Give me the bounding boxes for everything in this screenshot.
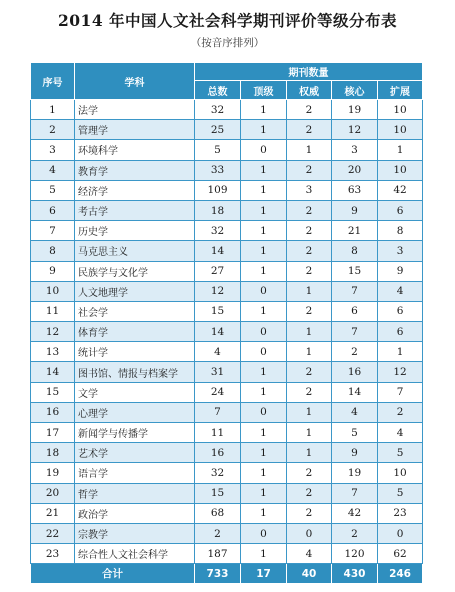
totals-core: 430 (332, 564, 378, 584)
totals-total: 733 (195, 564, 241, 584)
row-total: 7 (195, 402, 241, 422)
row-extended: 3 (378, 241, 423, 261)
totals-authority: 40 (287, 564, 332, 584)
row-subject: 人文地理学 (75, 281, 195, 301)
row-extended: 0 (378, 523, 423, 543)
row-total: 32 (195, 463, 241, 483)
header-subject: 学科 (75, 63, 195, 100)
totals-row (31, 564, 423, 584)
row-number: 19 (31, 463, 75, 483)
table-row (31, 301, 423, 321)
row-number: 4 (31, 160, 75, 180)
row-subject: 马克思主义 (75, 241, 195, 261)
row-subject: 哲学 (75, 483, 195, 503)
table-row (31, 241, 423, 261)
row-core: 12 (332, 120, 378, 140)
row-core: 7 (332, 281, 378, 301)
header-total: 总数 (195, 81, 241, 100)
row-number: 20 (31, 483, 75, 503)
row-authority: 1 (287, 402, 332, 422)
row-authority: 2 (287, 241, 332, 261)
row-extended: 4 (378, 281, 423, 301)
page-subtitle: （按音序排列） (190, 37, 265, 49)
row-authority: 3 (287, 180, 332, 200)
row-total: 12 (195, 281, 241, 301)
row-extended: 23 (378, 503, 423, 523)
table-row (31, 221, 423, 241)
row-core: 16 (332, 362, 378, 382)
row-core: 5 (332, 423, 378, 443)
row-number: 2 (31, 120, 75, 140)
row-core: 19 (332, 463, 378, 483)
row-subject: 法学 (75, 100, 195, 120)
row-extended: 10 (378, 463, 423, 483)
row-number: 12 (31, 322, 75, 342)
row-extended: 4 (378, 423, 423, 443)
row-total: 15 (195, 483, 241, 503)
row-top: 1 (241, 544, 287, 564)
row-authority: 4 (287, 544, 332, 564)
table-body (31, 100, 423, 564)
row-number: 10 (31, 281, 75, 301)
table-row (31, 402, 423, 422)
row-top: 1 (241, 301, 287, 321)
row-extended: 1 (378, 140, 423, 160)
row-top: 1 (241, 180, 287, 200)
totals-top: 17 (241, 564, 287, 584)
row-total: 33 (195, 160, 241, 180)
row-top: 0 (241, 402, 287, 422)
row-total: 2 (195, 523, 241, 543)
row-core: 15 (332, 261, 378, 281)
page-title: 2014 年中国人文社会科学期刊评价等级分布表 (57, 11, 398, 30)
row-top: 0 (241, 281, 287, 301)
row-number: 13 (31, 342, 75, 362)
row-subject: 教育学 (75, 160, 195, 180)
row-total: 16 (195, 443, 241, 463)
table-row (31, 544, 423, 564)
row-authority: 2 (287, 483, 332, 503)
table-row (31, 342, 423, 362)
row-extended: 6 (378, 200, 423, 220)
row-top: 1 (241, 160, 287, 180)
row-top: 1 (241, 200, 287, 220)
row-extended: 6 (378, 301, 423, 321)
row-total: 11 (195, 423, 241, 443)
row-core: 9 (332, 443, 378, 463)
row-subject: 语言学 (75, 463, 195, 483)
row-extended: 2 (378, 402, 423, 422)
table-row (31, 463, 423, 483)
row-extended: 5 (378, 483, 423, 503)
row-number: 21 (31, 503, 75, 523)
row-number: 6 (31, 200, 75, 220)
row-top: 0 (241, 140, 287, 160)
table-row (31, 200, 423, 220)
row-number: 7 (31, 221, 75, 241)
row-subject: 政治学 (75, 503, 195, 523)
row-subject: 经济学 (75, 180, 195, 200)
row-core: 7 (332, 322, 378, 342)
row-extended: 12 (378, 362, 423, 382)
row-authority: 1 (287, 443, 332, 463)
header-no: 序号 (31, 63, 75, 100)
row-total: 187 (195, 544, 241, 564)
totals-label: 合计 (31, 564, 195, 584)
row-total: 32 (195, 221, 241, 241)
header-authority: 权威 (287, 81, 332, 100)
row-number: 9 (31, 261, 75, 281)
row-subject: 心理学 (75, 402, 195, 422)
row-total: 32 (195, 100, 241, 120)
row-total: 5 (195, 140, 241, 160)
row-authority: 0 (287, 523, 332, 543)
row-number: 23 (31, 544, 75, 564)
table-row (31, 503, 423, 523)
row-subject: 体育学 (75, 322, 195, 342)
table-row (31, 120, 423, 140)
row-core: 7 (332, 483, 378, 503)
row-top: 1 (241, 241, 287, 261)
row-core: 8 (332, 241, 378, 261)
row-total: 24 (195, 382, 241, 402)
row-top: 1 (241, 100, 287, 120)
table-row (31, 362, 423, 382)
row-subject: 民族学与文化学 (75, 261, 195, 281)
row-extended: 10 (378, 120, 423, 140)
row-extended: 42 (378, 180, 423, 200)
row-core: 9 (332, 200, 378, 220)
row-number: 16 (31, 402, 75, 422)
row-top: 1 (241, 463, 287, 483)
header-top: 顶级 (241, 81, 287, 100)
table-row (31, 423, 423, 443)
row-subject: 新闻学与传播学 (75, 423, 195, 443)
row-authority: 2 (287, 100, 332, 120)
table-row (31, 483, 423, 503)
row-authority: 2 (287, 160, 332, 180)
row-authority: 1 (287, 322, 332, 342)
row-subject: 环境科学 (75, 140, 195, 160)
row-total: 14 (195, 322, 241, 342)
table-row (31, 523, 423, 543)
row-top: 0 (241, 322, 287, 342)
row-core: 21 (332, 221, 378, 241)
row-number: 1 (31, 100, 75, 120)
row-top: 0 (241, 523, 287, 543)
row-number: 14 (31, 362, 75, 382)
row-authority: 2 (287, 503, 332, 523)
table-row (31, 140, 423, 160)
row-core: 19 (332, 100, 378, 120)
row-authority: 1 (287, 423, 332, 443)
row-extended: 10 (378, 160, 423, 180)
row-authority: 2 (287, 463, 332, 483)
row-total: 14 (195, 241, 241, 261)
row-core: 2 (332, 342, 378, 362)
row-number: 18 (31, 443, 75, 463)
row-authority: 1 (287, 342, 332, 362)
row-top: 1 (241, 221, 287, 241)
row-number: 3 (31, 140, 75, 160)
row-subject: 综合性人文社会科学 (75, 544, 195, 564)
row-subject: 统计学 (75, 342, 195, 362)
table-row (31, 382, 423, 402)
table-row (31, 160, 423, 180)
row-core: 6 (332, 301, 378, 321)
row-total: 68 (195, 503, 241, 523)
row-core: 63 (332, 180, 378, 200)
row-top: 1 (241, 423, 287, 443)
row-authority: 1 (287, 281, 332, 301)
row-subject: 文学 (75, 382, 195, 402)
header-extended: 扩展 (378, 81, 423, 100)
row-authority: 2 (287, 362, 332, 382)
row-total: 109 (195, 180, 241, 200)
row-top: 1 (241, 362, 287, 382)
row-total: 27 (195, 261, 241, 281)
table-row (31, 443, 423, 463)
row-extended: 10 (378, 100, 423, 120)
row-top: 1 (241, 483, 287, 503)
row-total: 31 (195, 362, 241, 382)
row-subject: 艺术学 (75, 443, 195, 463)
row-subject: 历史学 (75, 221, 195, 241)
row-core: 3 (332, 140, 378, 160)
row-authority: 2 (287, 221, 332, 241)
table-row (31, 100, 423, 120)
row-extended: 8 (378, 221, 423, 241)
row-total: 25 (195, 120, 241, 140)
row-number: 15 (31, 382, 75, 402)
row-top: 1 (241, 120, 287, 140)
row-total: 15 (195, 301, 241, 321)
row-authority: 2 (287, 382, 332, 402)
table-row (31, 281, 423, 301)
row-subject: 宗教学 (75, 523, 195, 543)
journal-distribution-table (30, 62, 423, 584)
row-top: 1 (241, 503, 287, 523)
row-core: 20 (332, 160, 378, 180)
row-authority: 2 (287, 120, 332, 140)
row-authority: 2 (287, 301, 332, 321)
header-journal-count: 期刊数量 (195, 63, 423, 81)
row-number: 8 (31, 241, 75, 261)
row-total: 4 (195, 342, 241, 362)
row-extended: 5 (378, 443, 423, 463)
table-row (31, 322, 423, 342)
row-core: 2 (332, 523, 378, 543)
row-core: 14 (332, 382, 378, 402)
row-core: 120 (332, 544, 378, 564)
row-number: 11 (31, 301, 75, 321)
row-core: 4 (332, 402, 378, 422)
row-extended: 1 (378, 342, 423, 362)
row-extended: 62 (378, 544, 423, 564)
row-extended: 7 (378, 382, 423, 402)
row-authority: 2 (287, 200, 332, 220)
row-subject: 社会学 (75, 301, 195, 321)
row-authority: 2 (287, 261, 332, 281)
row-total: 18 (195, 200, 241, 220)
row-top: 0 (241, 342, 287, 362)
row-top: 1 (241, 443, 287, 463)
row-number: 22 (31, 523, 75, 543)
row-subject: 图书馆、情报与档案学 (75, 362, 195, 382)
table-row (31, 261, 423, 281)
row-subject: 考古学 (75, 200, 195, 220)
header-core: 核心 (332, 81, 378, 100)
totals-extended: 246 (378, 564, 423, 584)
row-number: 17 (31, 423, 75, 443)
row-top: 1 (241, 261, 287, 281)
table-row (31, 180, 423, 200)
row-subject: 管理学 (75, 120, 195, 140)
row-extended: 9 (378, 261, 423, 281)
row-number: 5 (31, 180, 75, 200)
row-authority: 1 (287, 140, 332, 160)
row-extended: 6 (378, 322, 423, 342)
row-top: 1 (241, 382, 287, 402)
row-core: 42 (332, 503, 378, 523)
